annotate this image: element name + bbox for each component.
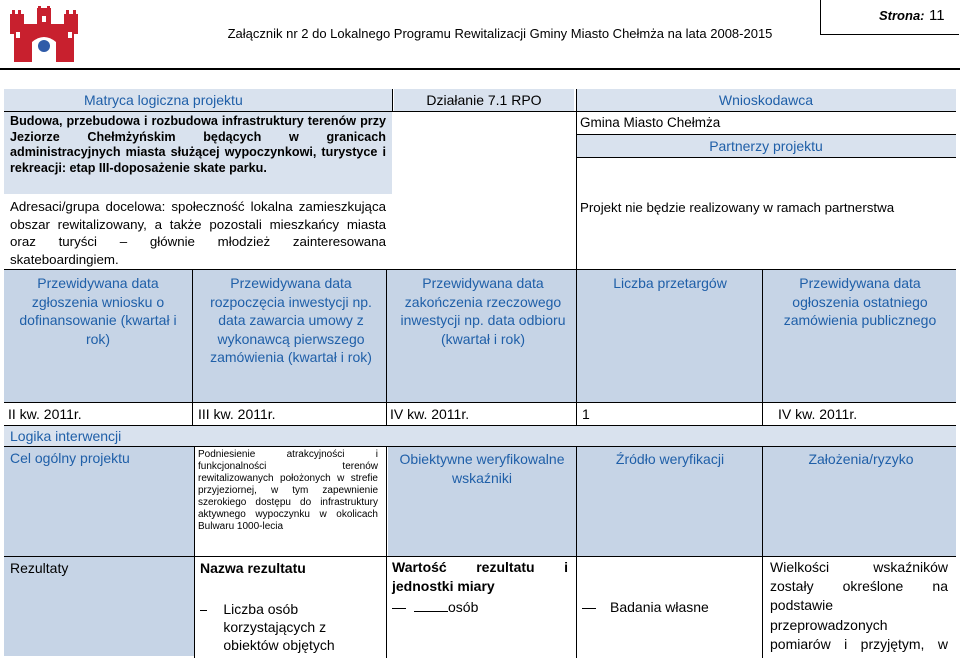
goal-text: Podniesienie atrakcyjności i funkcjonalności terenów rewitalizowanych położonych w strefie przyjeziornej, w tym zapewnienie szerokiego dostępu do infrastruktury aktywnego wypoczynku w okolicach Bulwaru 1000-lecia	[198, 449, 378, 532]
rule	[576, 157, 956, 158]
rule	[762, 269, 763, 425]
target-group: Adresaci/grupa docelowa: społeczność lokalna zamieszkująca obszar rewitalizowany, a także pozostali mieszkańcy miasta oraz turyści – głównie młodzież zainteresowana skateboardingiem.	[10, 199, 386, 267]
document-title: Załącznik nr 2 do Lokalnego Programu Rewitalizacji Gminy Miasto Chełmża na lata 2008-2015	[227, 26, 773, 41]
date-start-value: III kw. 2011r.	[198, 406, 276, 422]
rule	[576, 134, 956, 135]
logic-header: Logika interwencji	[4, 426, 956, 446]
result-value-row	[392, 598, 568, 616]
date-completion-value: IV kw. 2011r.	[390, 406, 470, 422]
dash-bullet	[582, 608, 596, 609]
verification-source-header: Źródło weryfikacji	[615, 451, 725, 467]
page-number-box	[820, 0, 959, 35]
result-assumption: Wielkości wskaźników zostały określone na podstawie przeprowadzonych pomiarów i przyjętym, w	[770, 559, 948, 652]
rule	[4, 556, 956, 557]
dash-bullet	[200, 610, 207, 611]
project-title: Budowa, przebudowa i rozbudowa infrastruktury terenów przy Jeziorze Chełmżyńskim będących w granicach administracyjnych miasta służącej wypoczynkowi, turystyce i rekreacji: etap III-doposażenie skate parku.	[4, 112, 392, 194]
rule	[4, 111, 956, 112]
assumptions-header: Założenia/ryzyko	[808, 451, 914, 467]
goal-label: Cel ogólny projektu	[10, 450, 130, 466]
rule	[576, 89, 577, 269]
coat-of-arms-logo	[8, 6, 80, 64]
partnership-note: Projekt nie będzie realizowany w ramach partnerstwa	[580, 200, 895, 215]
rule	[4, 425, 956, 426]
rule	[386, 446, 387, 658]
page-number: 11	[929, 7, 945, 24]
indicators-header: Obiektywne weryfikowalne wskaźniki	[399, 451, 565, 486]
rule	[194, 446, 195, 658]
rule	[386, 269, 387, 425]
tenders-count-value: 1	[582, 406, 590, 422]
rule	[392, 89, 393, 111]
rule	[4, 446, 956, 447]
rule	[576, 269, 577, 425]
tenders-count-header: Liczba przetargów	[613, 275, 727, 291]
date-submission-value: II kw. 2011r.	[8, 406, 82, 422]
result-name: Liczba osób korzystających z obiektów objętych	[223, 601, 335, 653]
applicant-header: Wnioskodawca	[576, 89, 956, 111]
rule	[192, 269, 193, 425]
partners-header: Partnerzy projektu	[576, 135, 956, 157]
date-start-header: Przewidywana data rozpoczęcia inwestycji np. data zawarcia umowy z wykonawcą pierwszego zamówienia (kwartał i rok)	[210, 275, 372, 365]
results-label: Rezultaty	[10, 560, 69, 576]
blank-line	[414, 599, 448, 612]
rule	[4, 402, 956, 403]
result-source-row	[582, 598, 758, 616]
matrix-header: Matryca logiczna projektu	[4, 89, 392, 111]
result-name-label: Nazwa rezultatu	[200, 560, 306, 576]
last-tender-date-header: Przewidywana data ogłoszenia ostatniego zamówienia publicznego	[783, 275, 937, 328]
page-label: Strona:	[879, 8, 925, 23]
rule	[4, 269, 956, 270]
rule	[576, 446, 577, 658]
rule	[762, 446, 763, 658]
result-source: Badania własne	[610, 599, 709, 615]
date-completion-header: Przewidywana data zakończenia rzeczowego inwestycji np. data odbioru (kwartał i rok)	[400, 275, 566, 347]
result-value-unit: osób	[448, 599, 479, 615]
header-rule	[0, 68, 960, 70]
result-value-label: Wartość rezultatu i jednostki miary	[392, 559, 568, 594]
result-name-row	[200, 600, 380, 654]
last-tender-date-value: IV kw. 2011r.	[778, 406, 858, 422]
dash-bullet	[392, 608, 406, 609]
date-submission-header: Przewidywana data zgłoszenia wniosku o dofinansowanie (kwartał i rok)	[19, 275, 177, 347]
applicant-name: Gmina Miasto Chełmża	[580, 115, 721, 130]
measure-header: Działanie 7.1 RPO	[394, 89, 574, 111]
